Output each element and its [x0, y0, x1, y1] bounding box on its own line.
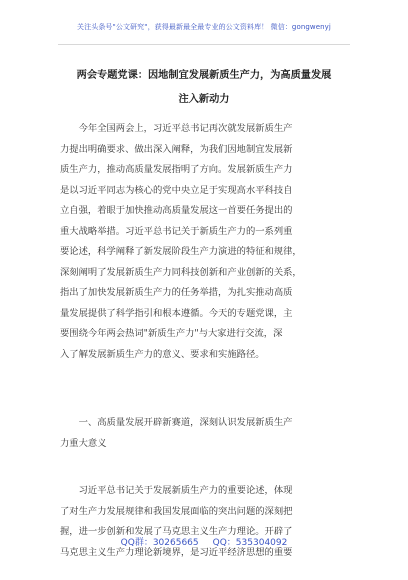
header-divider [58, 44, 350, 45]
paragraph-line: 习近平总书记关于发展新质生产力的重要论述，体现 [60, 485, 293, 496]
paragraph-line: 了对生产力发展规律和我国发展面临的突出问题的深刻把 [60, 505, 293, 517]
paragraph-line: 是以习近平同志为核心的党中央立足于实现高水平科技自 [60, 184, 293, 196]
paragraph-line: 指出了加快发展新质生产力的任务举措，为扎实推动高质 [60, 287, 293, 298]
title-line: 注入新动力 [178, 94, 230, 105]
paragraph-line: 量发展提供了科学指引和根本遵循。今天的专题党课，主 [60, 307, 293, 319]
paragraph-line: 深刻阐明了发展新质生产力同科技创新和产业创新的关系， [60, 266, 302, 278]
paragraph-line: 质生产力，推动高质量发展指明了方向。发展新质生产力 [60, 164, 293, 175]
paragraph-intro [60, 119, 350, 365]
title-line: 两会专题党课：因地制宜发展新质生产力，为高质量发展 [76, 70, 332, 81]
section-heading-line: 一、高质量发展开辟新赛道，深刻认识发展新质生产 [60, 417, 293, 428]
paragraph-line: 要围绕今年两会热词"新质生产力"与大家进行交流，深 [60, 328, 283, 339]
document-title [52, 64, 356, 112]
paragraph-line: 重大战略举措。习近平总书记关于新质生产力的一系列重 [60, 225, 293, 237]
paragraph-line: 今年全国两会上，习近平总书记再次就发展新质生产 [60, 123, 293, 134]
footer-qq-number: QQ：535304092 [212, 538, 288, 548]
paragraph-line: 马克思主义生产力理论新境界，是习近平经济思想的重要 [60, 546, 293, 558]
paragraph-line: 力提出明确要求、做出深入阐释，为我们因地制宜发展新 [60, 143, 293, 155]
header-promo: 关注头条号"公文研究"，获得最新最全最专业的公文资料库！ 微信：gongwenyj [77, 23, 331, 31]
paragraph-line: 立自强，着眼于加快推动高质量发展这一首要任务提出的 [60, 205, 293, 216]
section-heading [60, 413, 350, 454]
footer-contact [0, 535, 408, 548]
section-heading-line: 力重大意义 [60, 437, 107, 449]
paragraph-line: 握，进一步创新和发展了马克思主义生产力理论。开辟了 [60, 526, 293, 537]
footer-qq-group: QQ群：30265665 [120, 538, 199, 548]
paragraph-section-one [60, 481, 350, 563]
paragraph-line: 要论述，科学阐释了新发展阶段生产力演进的特征和规律， [60, 246, 302, 257]
paragraph-line: 入了解发展新质生产力的意义、要求和实施路径。 [60, 348, 265, 360]
